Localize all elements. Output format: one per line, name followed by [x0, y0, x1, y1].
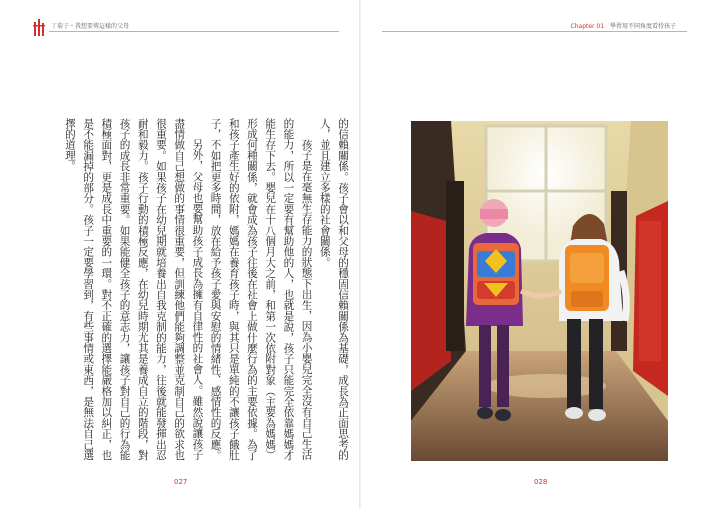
page-number-right: 028 — [534, 478, 548, 486]
running-header-left: 丁菊子・我想要傳這樣的父母 — [51, 23, 130, 30]
logo-icon — [33, 18, 45, 38]
paragraph: 的信賴關係。孩子會以和父母的穩固信賴關係為基礎，成長為正面思考的人，並且建立多樣的社會關係。 — [318, 118, 349, 461]
chapter-label: Chapter 01 — [570, 23, 605, 30]
body-text — [63, 118, 352, 463]
left-page-text — [63, 118, 352, 463]
book-spine — [359, 0, 361, 508]
header-rule-right — [382, 31, 687, 32]
header-rule-left — [49, 31, 339, 32]
page-number-left: 027 — [174, 478, 188, 486]
paragraph: 孩子是在毫無生存能力的狀態下出生，因為小嬰兒完全沒有自己生活的能力，所以一定要有幫助他的人，也就是說，孩子只能完全依靠媽媽才能生存下去。嬰兒在十八個月大之前，和第一次依附對象（主要為媽媽）形成何種關係，就會成為孩子往後在社會上做什麼行為的主要依據。為了和孩子產生好的依附，媽媽在養育孩子時，與其只是單純的不讓孩子餓肚子，不如把更多時間，放在給予孩子愛與安慰的情緒性、感情性的反應。 — [209, 118, 313, 461]
paragraph: 另外，父母也要幫助孩子成長為擁有自律性的社會人。雖然說讓孩子盡情做自己想做的事情很重要，但訓練他們能夠調整並克制自己的欲求也很重要。如果孩子在幼兒期就培養出自我克制的能力，往後就能發揮出忍耐和毅力。孩子行動的積極反應，在幼兒時期尤其是養成自立的階段，對孩子的成長非常重要。如果能健全孩子的意志力，讓孩子對自己的行為能積極面對，更是成長中重要的一環。對不正確的選擇能嚴格加以糾正，也是不能漏掉的部分。孩子一定要學習到，有些事情或東西，是無法自己選擇的道理。 — [63, 118, 204, 461]
hallway-photo — [411, 121, 668, 461]
section-title: 學習用不同角度看待孩子 — [609, 23, 676, 30]
running-header-right — [571, 21, 676, 30]
